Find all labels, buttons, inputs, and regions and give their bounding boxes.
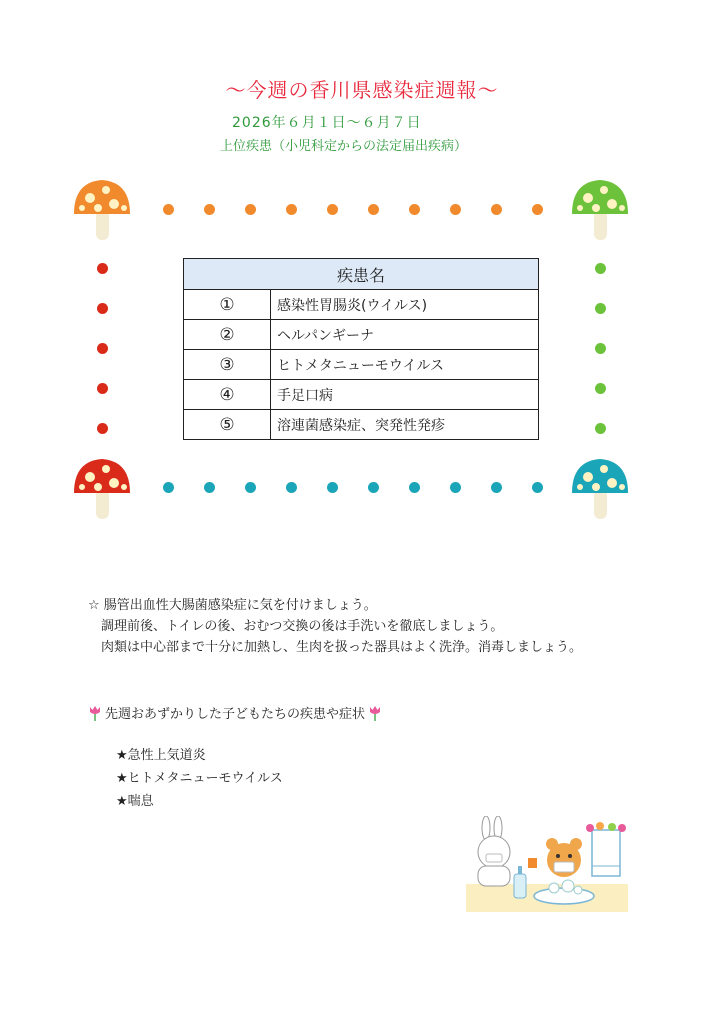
handwashing-animals-illustration	[464, 816, 630, 914]
disease-name-cell: 手足口病	[271, 380, 539, 410]
frame-dot	[163, 482, 174, 493]
notice-line: 肉類は中心部まで十分に加熱し、生肉を扱った器具はよく洗浄。消毒しましょう。	[88, 640, 583, 655]
list-item: ★急性上気道炎	[116, 748, 206, 763]
table-row	[184, 380, 539, 410]
rank-cell: ⑤	[184, 410, 271, 440]
tulip-icon	[368, 705, 382, 721]
frame-dot	[532, 204, 543, 215]
frame-dot	[97, 383, 108, 394]
disease-name-cell: ヘルパンギーナ	[271, 320, 539, 350]
frame-dot	[409, 482, 420, 493]
frame-dot	[532, 482, 543, 493]
table-row	[184, 290, 539, 320]
green-mushroom-icon	[568, 176, 632, 252]
list-item: ★喘息	[116, 794, 154, 809]
notice-line: 調理前後、トイレの後、おむつ交換の後は手洗いを徹底しましょう。	[88, 619, 504, 634]
table-header: 疾患名	[184, 259, 539, 290]
orange-mushroom-icon	[70, 176, 134, 252]
frame-dot	[286, 482, 297, 493]
table-row	[184, 320, 539, 350]
frame-dot	[327, 482, 338, 493]
frame-dot	[595, 423, 606, 434]
frame-dot	[368, 204, 379, 215]
table-row	[184, 410, 539, 440]
red-mushroom-icon	[70, 455, 134, 531]
frame-dot	[409, 204, 420, 215]
frame-dot	[450, 482, 461, 493]
disease-name-cell: 溶連菌感染症、突発性発疹	[271, 410, 539, 440]
frame-dot	[163, 204, 174, 215]
frame-dot	[204, 482, 215, 493]
frame-dot	[327, 204, 338, 215]
frame-dot	[286, 204, 297, 215]
frame-dot	[450, 204, 461, 215]
frame-dot	[245, 204, 256, 215]
notice-heading: ☆ 腸管出血性大腸菌感染症に気を付けましょう。	[88, 598, 377, 613]
disease-table	[183, 258, 539, 440]
rank-cell: ④	[184, 380, 271, 410]
frame-dot	[368, 482, 379, 493]
rank-cell: ②	[184, 320, 271, 350]
page-title: ～今週の香川県感染症週報～	[225, 78, 499, 102]
ehec-notice	[88, 595, 582, 658]
tulip-icon	[88, 705, 102, 721]
disease-name-cell: ヒトメタニューモウイルス	[271, 350, 539, 380]
list-item: ★ヒトメタニューモウイルス	[116, 771, 283, 786]
rank-cell: ③	[184, 350, 271, 380]
frame-dot	[245, 482, 256, 493]
table-header-row	[184, 259, 539, 290]
frame-dot	[97, 303, 108, 314]
subtitle: 上位疾患（小児科定からの法定届出疾病）	[220, 139, 468, 154]
frame-dot	[204, 204, 215, 215]
section-heading-text: 先週おあずかりした子どもたちの疾患や症状	[105, 707, 366, 722]
frame-dot	[595, 303, 606, 314]
frame-dot	[97, 423, 108, 434]
table-row	[184, 350, 539, 380]
weekly-symptoms-heading	[88, 703, 382, 722]
disease-name-cell: 感染性胃腸炎(ウイルス)	[271, 290, 539, 320]
frame-dot	[97, 343, 108, 354]
frame-dot	[595, 343, 606, 354]
blue-mushroom-icon	[568, 455, 632, 531]
frame-dot	[491, 482, 502, 493]
date-range: 2026年６月１日～６月７日	[232, 115, 422, 131]
frame-dot	[595, 383, 606, 394]
frame-dot	[97, 263, 108, 274]
frame-dot	[595, 263, 606, 274]
rank-cell: ①	[184, 290, 271, 320]
symptom-list	[116, 744, 283, 813]
frame-dot	[491, 204, 502, 215]
